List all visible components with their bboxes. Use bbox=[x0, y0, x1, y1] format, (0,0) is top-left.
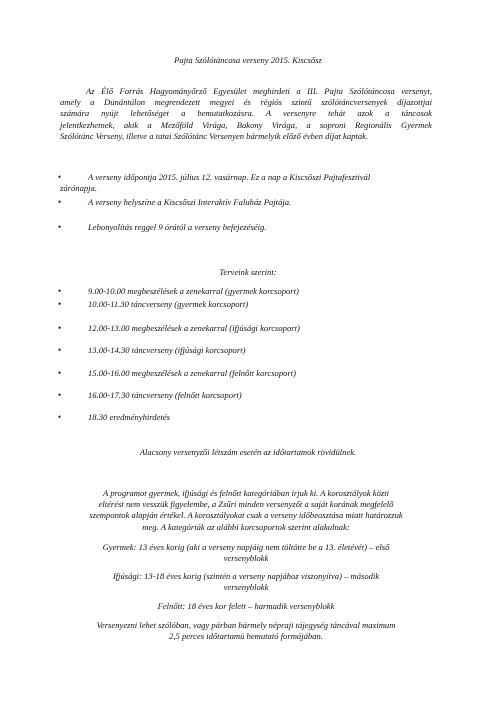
bullet-icon: • bbox=[58, 345, 62, 355]
bullet-icon: • bbox=[58, 390, 62, 400]
category-line: versenyblokk bbox=[223, 582, 269, 593]
intro-paragraph bbox=[60, 86, 432, 142]
category-line: Gyermek: 13 éves korig (aki a verseny napjáig nem töltötte be a 13. életévét) – első bbox=[102, 542, 390, 552]
schedule-text: 16.00-17.30 táncverseny (felnőtt korcsoport) bbox=[88, 390, 242, 400]
intro-line: jelentkezhetnek, akik a Mezőföld Virága, Bakony Virága, a soproni Regionális Gyermek bbox=[60, 119, 432, 130]
categories-intro-line: meg. A kategóriák az alábbi korcsoportok szerint alakulnak: bbox=[142, 521, 350, 532]
schedule-text: 13.00-14.30 táncverseny (ifjúsági korcsoport) bbox=[88, 345, 246, 355]
closing-line: Versenyezni lehet szólóban, vagy párban bármely népraji tájegység táncával maximum bbox=[96, 620, 396, 630]
intro-line: amely a Dunántúlon megrendezett megyei és régiós szintű szólótáncversenyek díjazottjai bbox=[60, 97, 432, 108]
intro-line: Az Élő Forrás Hagyományőrző Egyesület meghirdeti a III. Pajta Szólótáncosa versenyt, bbox=[86, 86, 432, 96]
bullet-continuation: zárónapja. bbox=[60, 183, 98, 193]
closing-line: 2,5 perces időtartamú bemutató formájában. bbox=[169, 631, 323, 642]
bullet-icon: • bbox=[58, 172, 62, 182]
bullet-text: A verseny időpontja 2015. július 12. vasárnap. Ez a nap a Kiscsőszi Pajtafesztivál bbox=[88, 172, 371, 182]
categories-intro-line: szempontok alapján értékel. A korosztályokat csak a verseny időbeosztása miatt határozzuk bbox=[89, 510, 403, 521]
bullet-text: Lebonyolítás reggel 9 órától a verseny befejezéséig. bbox=[88, 222, 267, 232]
duration-note: Alacsony versenyzői létszám esetén az időtartamok rövidülnek. bbox=[139, 447, 357, 457]
categories-intro bbox=[60, 488, 432, 533]
schedule-text: 9.00-10.00 megbeszélések a zenekarral (gyermek korcsoport) bbox=[88, 286, 299, 296]
bullet-icon: • bbox=[58, 412, 62, 422]
bullet-icon: • bbox=[58, 197, 62, 207]
category-line: Felnőtt: 18 éves kor felett – harmadik versenyblokk bbox=[157, 601, 335, 611]
category-children bbox=[60, 542, 432, 564]
schedule-heading: Terveink szerint: bbox=[219, 267, 277, 277]
schedule-text: 18.30 eredményhirdetés bbox=[88, 412, 170, 422]
schedule-text: 15.00-16.00 megbeszélések a zenekarral (felnőtt korcsoport) bbox=[88, 368, 297, 378]
bullet-icon: • bbox=[58, 323, 62, 333]
schedule-text: 10.00-11.30 táncverseny (gyermek korcsoport) bbox=[88, 299, 249, 309]
bullet-icon: • bbox=[58, 299, 62, 309]
categories-intro-line: eltérést nem vesszük figyelembe, a Zsűri minden versenyzőt a saját korának megfelelő bbox=[98, 499, 394, 510]
bullet-icon: • bbox=[58, 222, 62, 232]
categories-intro-line: A programot gyermek, ifjúsági és felnőtt kategóriában írjuk ki. A korosztályok közti bbox=[102, 488, 390, 498]
bullet-text: A verseny helyszíne a Kiscsőszi Interaktív Faluház Pajtája. bbox=[88, 197, 292, 207]
closing-paragraph bbox=[60, 620, 432, 642]
category-adult bbox=[60, 601, 432, 612]
bullet-icon: • bbox=[58, 368, 62, 378]
schedule-text: 12.00-13.00 megbeszélések a zenekarral (ifjúsági korcsoport) bbox=[88, 323, 300, 333]
category-youth bbox=[60, 571, 432, 593]
category-line: versenyblokk bbox=[223, 553, 269, 564]
category-line: Ifjúsági: 13-18 éves korig (szintén a verseny napjához viszonyítva) – második bbox=[112, 571, 380, 581]
intro-line: Szólótánc Verseny, illetve a tatai Szólótánc Versenyen bármelyik előző évben díjat kaptak. bbox=[60, 130, 369, 141]
bullet-icon: • bbox=[58, 286, 62, 296]
intro-line: számára nyújt lehetőséget a bemutatkozásra. A versenyre tehát azok a táncosok bbox=[60, 108, 432, 119]
document-title: Pajta Szólótáncosa verseny 2015. Kiscsősz bbox=[174, 55, 322, 65]
